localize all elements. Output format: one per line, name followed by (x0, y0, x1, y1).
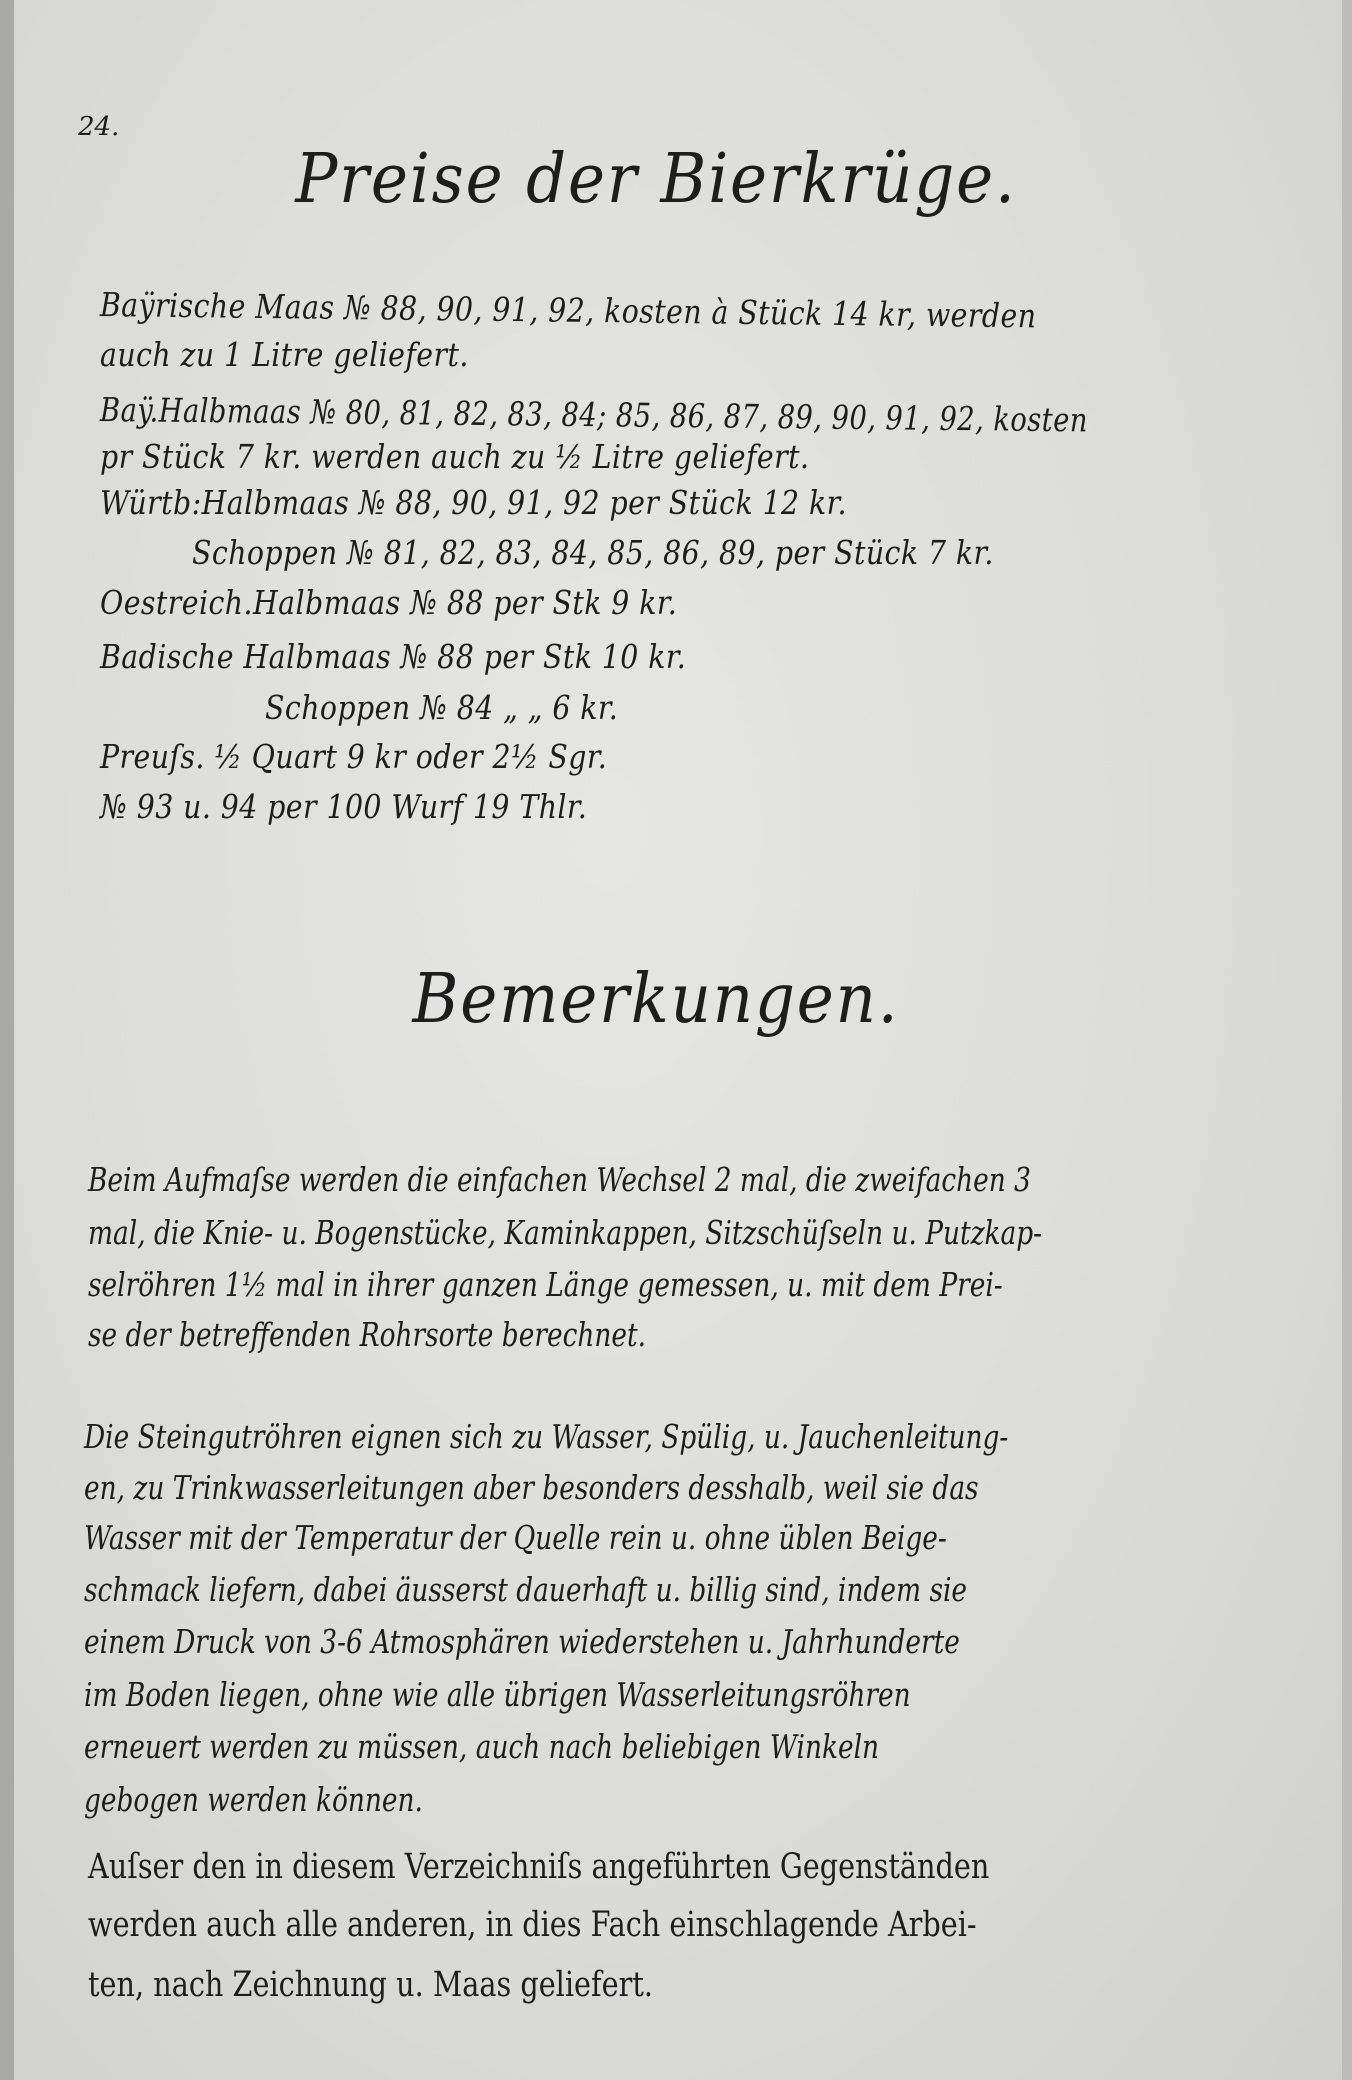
page-number: 24. (78, 112, 120, 142)
remark3-line-1: Auſser den in diesem Verzeichniſs angeführten Gegenständen (88, 1847, 990, 1887)
remark2-line-7: erneuert werden zu müssen, auch nach beliebigen Winkeln (84, 1727, 880, 1766)
page-edge-left (0, 0, 14, 2080)
remark2-line-3: Wasser mit der Temperatur der Quelle rein u. ohne üblen Beige- (84, 1518, 947, 1557)
remark1-line-4: se der betreffenden Rohrsorte berechnet. (88, 1315, 646, 1354)
price-line-1: Baÿrische Maas № 88, 90, 91, 92, kosten à Stück 14 kr, werden (99, 285, 1037, 336)
price-line-11: № 93 u. 94 per 100 Wurf 19 Thlr. (100, 787, 588, 826)
price-line-6: Schoppen № 81, 82, 83, 84, 85, 86, 89, per Stück 7 kr. (192, 533, 994, 572)
remark2-line-4: schmack liefern, dabei äusserst dauerhaft u. billig sind, indem sie (84, 1570, 968, 1609)
price-line-8: Badische Halbmaas № 88 per Stk 10 kr. (100, 637, 687, 676)
remark3-line-3: ten, nach Zeichnung u. Maas geliefert. (88, 1965, 654, 2005)
price-line-2: auch zu 1 Litre geliefert. (100, 335, 469, 374)
remark1-line-3: selröhren 1½ mal in ihrer ganzen Länge gemessen, u. mit dem Prei- (88, 1265, 1003, 1304)
prices-title: Preise der Bierkrüge. (295, 140, 1017, 219)
price-line-3: Baÿ.Halbmaas № 80, 81, 82, 83, 84; 85, 86, 87, 89, 90, 91, 92, kosten (99, 390, 1088, 440)
price-line-10: Preuſs. ½ Quart 9 kr oder 2½ Sgr. (100, 737, 608, 776)
remark2-line-6: im Boden liegen, ohne wie alle übrigen Wasserleitungsröhren (84, 1675, 911, 1714)
price-line-4: pr Stück 7 kr. werden auch zu ½ Litre geliefert. (100, 437, 810, 476)
price-line-5: Würtb:Halbmaas № 88, 90, 91, 92 per Stück 12 kr. (100, 483, 847, 522)
remark2-line-5: einem Druck von 3-6 Atmosphären wiederstehen u. Jahrhunderte (84, 1622, 960, 1661)
price-line-7: Oestreich.Halbmaas № 88 per Stk 9 kr. (100, 583, 678, 622)
page-edge-right (1342, 0, 1352, 2080)
remark2-line-8: gebogen werden können. (84, 1780, 423, 1819)
remark1-line-1: Beim Aufmaſse werden die einfachen Wechsel 2 mal, die zweifachen 3 (88, 1160, 1031, 1199)
remark1-line-2: mal, die Knie- u. Bogenstücke, Kaminkappen, Sitzschüſseln u. Putzkap- (88, 1213, 1043, 1252)
remark2-line-2: en, zu Trinkwasserleitungen aber besonders desshalb, weil sie das (84, 1468, 979, 1507)
price-line-9: Schoppen № 84 „ „ 6 kr. (265, 688, 619, 727)
remark2-line-1: Die Steingutröhren eignen sich zu Wasser, Spülig, u. Jauchenleitung- (84, 1417, 1009, 1456)
remark3-line-2: werden auch alle anderen, in dies Fach einschlagende Arbei- (88, 1905, 977, 1945)
remarks-title: Bemerkungen. (412, 960, 900, 1039)
